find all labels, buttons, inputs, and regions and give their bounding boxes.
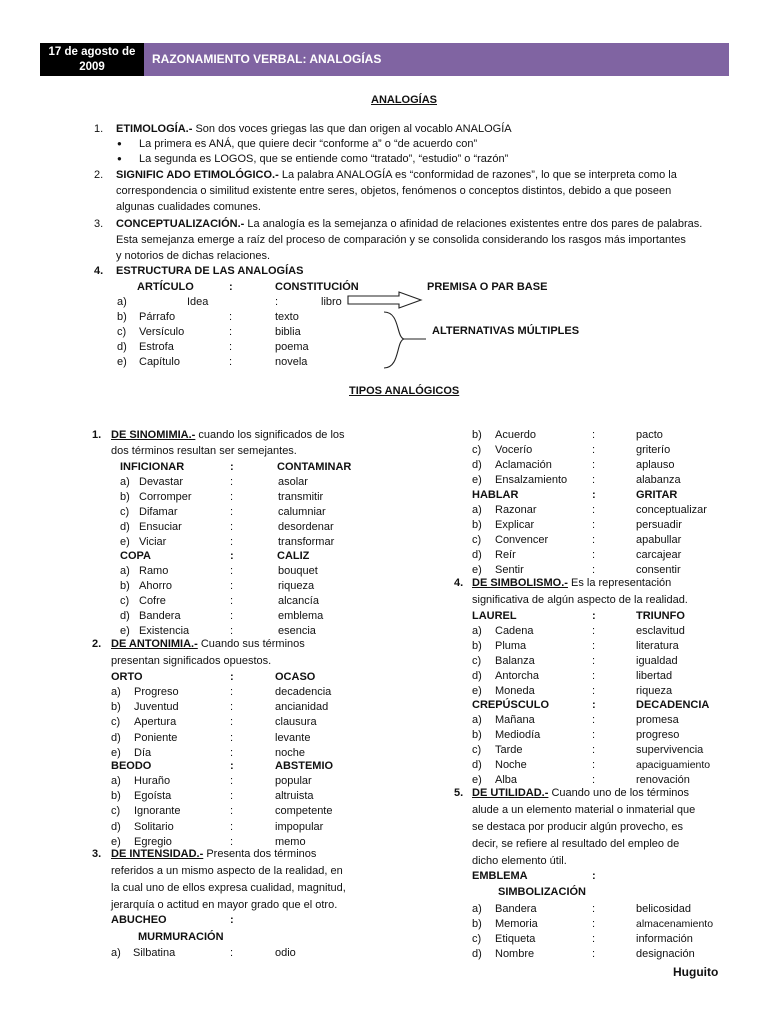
section-text: Cuando sus términos — [197, 638, 305, 650]
row-letter: HABLAR — [472, 489, 519, 501]
row-term-a: Moneda — [495, 685, 535, 697]
separator: : — [230, 805, 234, 818]
analogy-row — [0, 563, 760, 578]
pair-head — [0, 488, 760, 503]
separator: : — [592, 444, 596, 456]
row-term-a: Egoísta — [134, 790, 172, 803]
separator: : — [592, 759, 596, 771]
row-term-b: clausura — [275, 716, 317, 729]
row-term-a: Explicar — [495, 519, 535, 531]
row-term-b: designación — [636, 948, 695, 960]
row-letter: e) — [472, 474, 482, 486]
section-text: Cuando uno de los términos — [548, 787, 690, 799]
row-letter: d) — [111, 820, 121, 833]
intro-item-3 — [94, 218, 703, 230]
pair-head-term-b: MURMURACIÓN — [138, 931, 224, 943]
separator: : — [592, 549, 596, 561]
row-term-b: riqueza — [278, 580, 315, 592]
row-letter: a) — [111, 947, 121, 959]
analogy-row — [0, 443, 760, 458]
analogy-row — [0, 518, 760, 533]
row-letter: b) — [120, 491, 130, 503]
row-term-a: Corromper — [139, 491, 192, 503]
row-term-a: : — [230, 671, 234, 683]
curly-brace-icon — [382, 310, 428, 370]
row-term-b: renovación — [636, 774, 690, 786]
section-text-line: referidos a un mismo aspecto de la realidad, en — [111, 865, 343, 877]
row-term-b: impopular — [275, 820, 324, 833]
separator: : — [230, 835, 234, 848]
row-term-b: consentir — [636, 564, 681, 576]
row-term-a: Ensalzamiento — [495, 474, 568, 486]
separator: : — [230, 716, 234, 729]
separator: : — [230, 580, 234, 592]
row-term-b: riqueza — [636, 685, 673, 697]
structure-row: e) Capítulo : novela — [117, 356, 308, 368]
item-head: ETIMOLOGÍA.- — [116, 123, 193, 135]
types-title: TIPOS ANALÓGICOS — [349, 385, 460, 397]
row-term-b: esclavitud — [636, 625, 685, 637]
item-number: 2. — [94, 169, 104, 181]
row-letter: d) — [472, 759, 482, 771]
separator: : — [592, 519, 596, 531]
separator: CONTAMINAR — [277, 461, 352, 473]
row-term-b: esencia — [278, 625, 316, 637]
row-letter: b) — [120, 580, 130, 592]
intro-item-4 — [94, 265, 304, 277]
separator: : — [592, 729, 596, 741]
row-term-a: Devastar — [139, 476, 184, 488]
separator: : — [230, 491, 234, 503]
row-letter: b) — [472, 640, 482, 652]
row-letter: c) — [472, 534, 482, 546]
row-letter: c) — [472, 744, 482, 756]
row-term-b: literatura — [636, 640, 679, 652]
analogy-row — [0, 947, 760, 962]
row-term-b: bouquet — [278, 565, 318, 577]
row-letter: c) — [472, 655, 482, 667]
row-term-b: aplauso — [636, 459, 675, 471]
row-term-a: Egregio — [134, 835, 172, 848]
separator: : — [592, 714, 596, 726]
item-number: 4. — [94, 265, 104, 277]
separator: GRITAR — [636, 489, 678, 501]
row-letter: a) — [472, 714, 482, 726]
section-text: Es la representación — [567, 577, 672, 589]
item-number: 1. — [94, 123, 104, 135]
row-letter: d) — [472, 670, 482, 682]
section-simbolismo — [454, 577, 672, 589]
structure-term-a: ARTÍCULO — [137, 281, 194, 293]
row-letter: e) — [120, 625, 130, 637]
separator: : — [230, 790, 234, 803]
row-term-b: apabullar — [636, 534, 682, 546]
row-term-a: Reír — [495, 549, 516, 561]
row-term-b: competente — [275, 805, 333, 818]
separator: : — [592, 459, 596, 471]
row-term-a: Balanza — [495, 655, 535, 667]
separator: : — [230, 595, 234, 607]
separator: : — [592, 870, 596, 882]
row-letter: a) — [120, 476, 130, 488]
bullet-text: La primera es ANÁ, que quiere decir “conforme a” o “de acuerdo con” — [139, 138, 478, 150]
separator: : — [230, 775, 234, 787]
premise-label: PREMISA O PAR BASE — [427, 281, 548, 293]
separator: : — [230, 686, 234, 698]
row-term-a: Solitario — [134, 820, 174, 833]
separator: : — [230, 476, 234, 488]
row-term-b: almacenamiento — [636, 918, 714, 930]
row-letter: d) — [472, 948, 482, 960]
row-term-b: odio — [275, 947, 296, 959]
row-term-a: Memoria — [495, 918, 538, 930]
item-head: SIGNIFIC ADO ETIMOLÓGICO.- — [116, 169, 279, 181]
row-letter: e) — [472, 774, 482, 786]
row-term-a: Ramo — [139, 565, 169, 577]
alternatives-label: ALTERNATIVAS MÚLTIPLES — [432, 325, 580, 337]
analogy-row — [0, 428, 760, 443]
row-term-a: Mañana — [495, 714, 535, 726]
pair-head-term-a: EMBLEMA — [472, 870, 528, 882]
row-letter: ORTO — [111, 671, 143, 683]
row-letter: b) — [472, 918, 482, 930]
separator: : — [230, 625, 234, 637]
item-head: ESTRUCTURA DE LAS ANALOGÍAS — [116, 265, 304, 277]
section-text-line: alude a un elemento material o inmaterial que — [472, 804, 696, 816]
row-term-b: igualdad — [636, 655, 678, 667]
pair-head-term-a: ABUCHEO — [111, 914, 167, 926]
analogy-row — [0, 773, 760, 788]
row-letter: e) — [111, 746, 121, 759]
row-letter: a) — [472, 903, 482, 915]
separator: : — [592, 948, 596, 960]
row-term-b: noche — [275, 746, 305, 759]
row-term-a: Bandera — [495, 903, 537, 915]
row-term-a: : — [230, 461, 234, 473]
analogy-row — [0, 932, 760, 947]
row-term-a: Progreso — [134, 686, 179, 698]
separator: : — [592, 625, 596, 637]
row-letter: c) — [472, 933, 482, 945]
section-number: 1. — [92, 429, 102, 441]
row-term-a: Vocerío — [495, 444, 533, 456]
section-text-line: dos términos resultan ser semejantes. — [111, 445, 297, 457]
structure-row: b) Párrafo : texto — [117, 311, 299, 323]
section-text-line: se destaca por producir algún provecho, es — [472, 821, 683, 833]
row-term-a: Silbatina — [133, 947, 176, 959]
row-term-b: supervivencia — [636, 744, 704, 756]
row-term-a: Ignorante — [134, 805, 181, 818]
analogy-row — [0, 533, 760, 548]
analogy-row — [0, 548, 760, 563]
row-letter: c) — [120, 506, 130, 518]
analogy-row — [0, 713, 760, 728]
row-term-a: Nombre — [495, 948, 535, 960]
pair-head — [0, 698, 760, 713]
row-term-b: griterío — [636, 444, 671, 456]
row-term-a: Poniente — [134, 731, 178, 744]
row-letter: a) — [111, 775, 121, 787]
separator: : — [592, 474, 596, 486]
row-term-a: Ahorro — [139, 580, 173, 592]
row-term-b: asolar — [278, 476, 308, 488]
row-term-b: alabanza — [636, 474, 681, 486]
row-term-a: : — [592, 610, 596, 622]
row-term-b: pacto — [636, 429, 663, 441]
section-text-line: decir, se refiere al resultado del empleo de — [472, 838, 680, 850]
section-text-line: significativa de algún aspecto de la realidad. — [472, 594, 688, 606]
section-text-line: dicho elemento útil. — [472, 855, 567, 867]
item-text: La analogía es la semejanza o afinidad de relaciones existentes entre dos pares de palabras. — [244, 218, 703, 230]
section-utilidad — [454, 787, 690, 799]
separator: : — [230, 746, 234, 759]
separator: : — [592, 918, 596, 930]
separator: : — [592, 429, 596, 441]
section-text: cuando los significados de los — [195, 429, 345, 441]
row-term-a: Existencia — [139, 625, 190, 637]
analogy-row — [0, 758, 760, 773]
section-head: DE SINOMIMIA.- — [111, 429, 196, 441]
row-term-b: desordenar — [278, 521, 334, 533]
row-letter: CREPÚSCULO — [472, 699, 550, 711]
bullet-icon: ● — [117, 139, 122, 148]
section-text-line: la cual uno de ellos expresa cualidad, magnitud, — [111, 882, 346, 894]
separator: : — [230, 565, 234, 577]
row-term-a: Tarde — [495, 744, 523, 756]
row-letter: COPA — [120, 550, 151, 562]
row-letter: e) — [472, 685, 482, 697]
section-text-line: jerarquía o actitud en mayor grado que el otro. — [111, 899, 338, 911]
row-letter: d) — [472, 549, 482, 561]
separator: : — [230, 701, 234, 714]
row-term-b: memo — [275, 835, 306, 848]
row-letter: d) — [111, 731, 121, 744]
row-letter: b) — [472, 519, 482, 531]
row-letter: c) — [111, 805, 121, 818]
bullet-text: La segunda es LOGOS, que se entiende como “tratado”, “estudio” o “razón” — [139, 153, 509, 165]
row-term-a: Ensuciar — [139, 521, 182, 533]
row-term-a: Aclamación — [495, 459, 552, 471]
bullet-icon: ● — [117, 154, 122, 163]
row-term-a: : — [230, 550, 234, 562]
row-term-b: carcajear — [636, 549, 682, 561]
row-term-a: Acuerdo — [495, 429, 536, 441]
structure-row: c) Versículo : biblia — [117, 326, 301, 338]
row-term-b: levante — [275, 731, 311, 744]
row-term-b: transformar — [278, 536, 335, 548]
section-text-line: presentan significados opuestos. — [111, 655, 272, 667]
item-text: Son dos voces griegas las que dan origen al vocablo ANALOGÍA — [192, 123, 512, 135]
section-number: 4. — [454, 577, 464, 589]
item-text: La palabra ANALOGÍA es “conformidad de razones”, lo que se interpreta como la — [278, 169, 677, 181]
page-title: ANALOGÍAS — [371, 94, 437, 106]
row-term-a: Convencer — [495, 534, 549, 546]
analogy-row — [0, 684, 760, 699]
row-term-a: Difamar — [139, 506, 178, 518]
separator: : — [592, 640, 596, 652]
intro-item-2-line-3: algunas cualidades comunes. — [116, 201, 261, 213]
row-term-a: Cadena — [495, 625, 534, 637]
row-term-a: Sentir — [495, 564, 524, 576]
row-letter: a) — [472, 625, 482, 637]
section-intensidad — [92, 848, 317, 860]
row-letter: a) — [111, 686, 121, 698]
section-head: DE UTILIDAD.- — [472, 787, 549, 799]
separator: : — [592, 534, 596, 546]
row-letter: d) — [120, 521, 130, 533]
row-letter: e) — [472, 564, 482, 576]
row-term-a: : — [230, 760, 234, 772]
separator: : — [230, 947, 234, 959]
separator: DECADENCIA — [636, 699, 710, 711]
structure-row: d) Estrofa : poema — [117, 341, 309, 353]
separator: : — [230, 506, 234, 518]
intro-item-2-line-2: correspondencia o similitud existente entre seres, objetos, fenómenos o conceptos distintos, debido a que poseen — [116, 185, 672, 197]
analogy-row — [0, 728, 760, 743]
section-antonimia — [92, 638, 305, 650]
row-term-b: libertad — [636, 670, 673, 682]
separator: : — [230, 820, 234, 833]
row-term-b: conceptualizar — [636, 504, 707, 516]
row-term-b: información — [636, 933, 693, 945]
row-term-a: Razonar — [495, 504, 537, 516]
row-term-b: promesa — [636, 714, 679, 726]
row-letter: b) — [472, 729, 482, 741]
row-letter: LAUREL — [472, 610, 517, 622]
row-letter: e) — [120, 536, 130, 548]
pair-head-term-b: SIMBOLIZACIÓN — [498, 886, 586, 898]
row-term-a: Etiqueta — [495, 933, 536, 945]
row-term-a: Apertura — [134, 716, 177, 729]
row-letter: b) — [111, 790, 121, 803]
row-letter: a) — [472, 504, 482, 516]
row-letter: c) — [472, 444, 482, 456]
separator: TRIUNFO — [636, 610, 685, 622]
intro-item-2 — [94, 169, 677, 181]
row-term-a: Bandera — [139, 610, 181, 622]
row-term-a: Noche — [495, 759, 527, 771]
section-head: DE ANTONIMIA.- — [111, 638, 198, 650]
row-letter: INFICIONAR — [120, 461, 185, 473]
row-letter: b) — [111, 701, 121, 714]
separator: : — [592, 903, 596, 915]
separator: : — [592, 564, 596, 576]
separator: : — [592, 670, 596, 682]
item-number: 3. — [94, 218, 104, 230]
row-term-b: alcancía — [278, 595, 319, 607]
row-term-b: ancianidad — [275, 701, 329, 714]
separator: : — [230, 731, 234, 744]
structure-term-b: CONSTITUCIÓN — [275, 281, 359, 293]
structure-row: a) Idea : libro — [117, 296, 342, 308]
arrow-right-icon — [347, 291, 423, 309]
header-title: RAZONAMIENTO VERBAL: ANALOGÍAS — [144, 43, 729, 76]
row-letter: BEODO — [111, 760, 152, 772]
structure-head — [117, 280, 377, 295]
row-term-b: apaciguamiento — [636, 759, 711, 771]
footer-signature: Huguito — [673, 965, 719, 979]
row-term-a: Cofre — [139, 595, 166, 607]
section-head: DE INTENSIDAD.- — [111, 848, 204, 860]
section-text: Presenta dos términos — [203, 848, 317, 860]
row-term-a: Viciar — [139, 536, 167, 548]
row-letter: a) — [120, 565, 130, 577]
row-letter: c) — [120, 595, 130, 607]
row-term-b: calumniar — [278, 506, 326, 518]
analogy-row — [0, 473, 760, 488]
analogy-row — [0, 669, 760, 684]
analogy-row — [0, 503, 760, 518]
row-term-a: Día — [134, 746, 152, 759]
separator: ABSTEMIO — [275, 760, 334, 772]
intro-item-3-line-3: y notorios de dichas relaciones. — [116, 250, 271, 262]
row-term-a: Juventud — [134, 701, 179, 714]
intro-item-1 — [94, 123, 512, 135]
pair-head — [0, 609, 760, 624]
analogy-row — [0, 624, 760, 639]
separator: : — [592, 933, 596, 945]
row-term-b: persuadir — [636, 519, 682, 531]
separator: : — [592, 504, 596, 516]
section-number: 3. — [92, 848, 102, 860]
row-term-b: decadencia — [275, 686, 332, 698]
row-letter: c) — [111, 716, 121, 729]
row-letter: e) — [111, 835, 121, 848]
separator: : — [592, 685, 596, 697]
analogy-row — [0, 458, 760, 473]
row-term-b: popular — [275, 775, 312, 787]
item-head: CONCEPTUALIZACIÓN.- — [116, 218, 245, 230]
row-term-a: Antorcha — [495, 670, 540, 682]
row-term-a: Mediodía — [495, 729, 541, 741]
separator: : — [230, 610, 234, 622]
row-letter: b) — [472, 429, 482, 441]
header-date: 17 de agosto de 2009 — [40, 43, 144, 76]
separator: : — [229, 281, 233, 293]
separator: : — [592, 744, 596, 756]
row-term-a: : — [592, 489, 596, 501]
separator: OCASO — [275, 671, 316, 683]
row-term-b: emblema — [278, 610, 324, 622]
intro-item-3-line-2: Esta semejanza emerge a raíz del proceso de comparación y se consolida considerando los rasgos más importantes — [116, 234, 686, 246]
section-number: 5. — [454, 787, 464, 799]
row-term-a: Pluma — [495, 640, 527, 652]
row-term-b: altruista — [275, 790, 314, 803]
separator: : — [230, 536, 234, 548]
row-letter: d) — [120, 610, 130, 622]
row-letter: d) — [472, 459, 482, 471]
separator: : — [592, 774, 596, 786]
section-number: 2. — [92, 638, 102, 650]
row-term-a: Huraño — [134, 775, 171, 787]
analogy-row — [0, 743, 760, 758]
section-head: DE SIMBOLISMO.- — [472, 577, 568, 589]
separator: : — [230, 521, 234, 533]
row-term-b: transmitir — [278, 491, 324, 503]
separator: : — [230, 914, 234, 926]
row-term-b: belicosidad — [636, 903, 692, 915]
separator: CALIZ — [277, 550, 310, 562]
row-term-b: progreso — [636, 729, 680, 741]
separator: : — [592, 655, 596, 667]
row-term-a: : — [592, 699, 596, 711]
row-term-a: Alba — [495, 774, 518, 786]
